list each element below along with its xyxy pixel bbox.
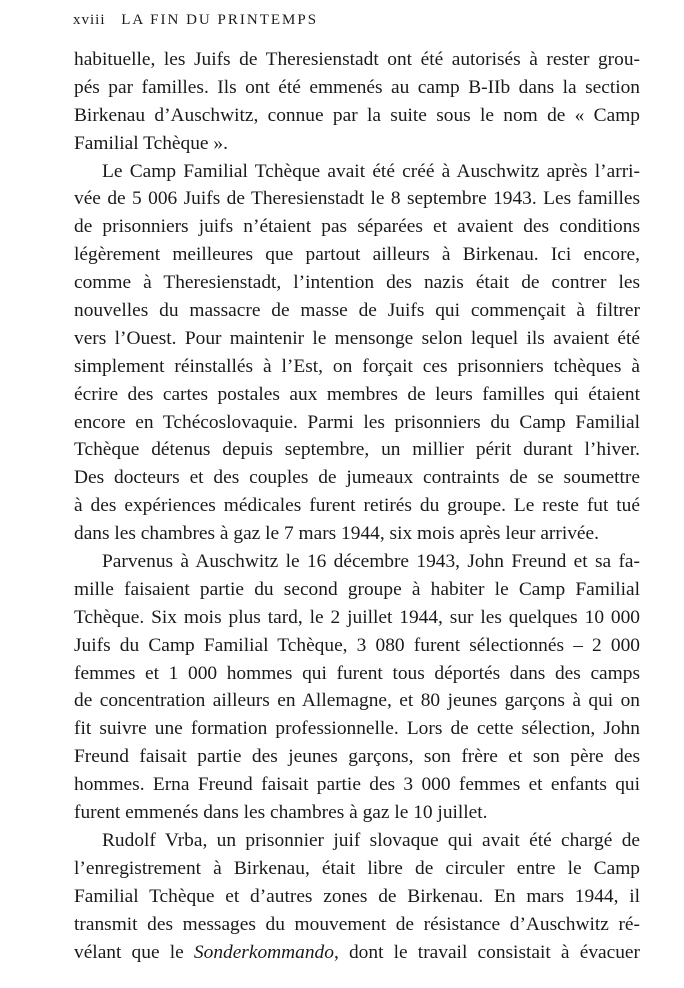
paragraph-4 [74,827,640,966]
text-line: écrire des cartes postales aux membres de leurs familles qui étaient [74,383,640,405]
text-line: Familial Tchèque et d’autres zones de Birkenau. En mars 1944, il [74,885,640,907]
text-line: de concentration ailleurs en Allemagne, et 80 jeunes garçons à qui on [74,690,640,712]
text-line: pés par familles. Ils ont été emmenés au camp B-IIb dans la section [74,76,640,98]
text-line: mille faisaient partie du second groupe à habiter le Camp Familial [74,578,640,600]
paragraph-2 [74,158,640,548]
text-line: vers l’Ouest. Pour maintenir le mensonge selon lequel ils avaient été [74,327,640,349]
text-line: Parvenus à Auschwitz le 16 décembre 1943, John Freund et sa fa- [102,551,640,573]
text-line: Freund faisait partie des jeunes garçons, son frère et son père des [74,746,640,768]
paragraph-1 [74,46,640,158]
text-line [74,939,640,967]
running-head-title: LA FIN DU PRINTEMPS [121,12,319,28]
text-line: l’enregistrement à Birkenau, était libre de circuler entre le Camp [74,857,640,879]
text-line: encore en Tchécoslovaquie. Parmi les prisonniers du Camp Familial [74,411,640,433]
text-line: vée de 5 006 Juifs de Theresienstadt le 8 septembre 1943. Les familles [74,188,640,210]
text-line: furent emmenés dans les chambres à gaz le 10 juillet. [74,802,488,824]
page-number: xviii [73,12,106,28]
text-line: transmit des messages du mouvement de résistance d’Auschwitz ré- [74,913,640,935]
text-line: Des docteurs et des couples de jumeaux contraints de se soumettre [74,467,640,489]
text-line: Juifs du Camp Familial Tchèque, 3 080 furent sélectionnés – 2 000 [74,634,640,656]
text-line: dans les chambres à gaz le 7 mars 1944, six mois après leur arrivée. [74,523,599,545]
text-line: Le Camp Familial Tchèque avait été créé à Auschwitz après l’arri- [102,160,640,182]
text-line: Familial Tchèque ». [74,132,228,154]
running-head [73,12,318,29]
text-line: de prisonniers juifs n’étaient pas séparées et avaient des conditions [74,216,640,238]
text-line: légèrement meilleures que partout ailleurs à Birkenau. Ici encore, [74,244,640,266]
text-line: fit suivre une formation professionnelle. Lors de cette sélection, John [74,718,640,740]
text-line: hommes. Erna Freund faisait partie des 3 000 femmes et enfants qui [74,774,640,796]
text-line: Birkenau d’Auschwitz, connue par la suite sous le nom de « Camp [74,104,640,126]
paragraph-3 [74,548,640,827]
text-segment: , dont le travail consistait à évacuer [333,941,640,963]
text-line: Tchèque. Six mois plus tard, le 2 juillet 1944, sur les quelques 10 000 [74,606,640,628]
italic-term: Sonderkommando [193,941,334,963]
text-line: à des expériences médicales furent retirés du groupe. Le reste fut tué [74,495,640,517]
text-line: simplement réinstallés à l’Est, on forçait ces prisonniers tchèques à [74,355,640,377]
text-line: nouvelles du massacre de masse de Juifs qui commençait à filtrer [74,300,640,322]
text-segment: vélant que le [74,941,194,963]
text-line: habituelle, les Juifs de Theresienstadt ont été autorisés à rester grou- [74,49,640,70]
body-text [74,46,640,966]
text-line: Tchèque détenus depuis septembre, un millier périt durant l’hiver. [74,439,640,461]
text-line: comme à Theresienstadt, l’intention des nazis était de contrer les [74,272,640,294]
text-line: Rudolf Vrba, un prisonnier juif slovaque qui avait été chargé de [102,829,640,851]
text-line: femmes et 1 000 hommes qui furent tous déportés dans des camps [74,662,640,684]
